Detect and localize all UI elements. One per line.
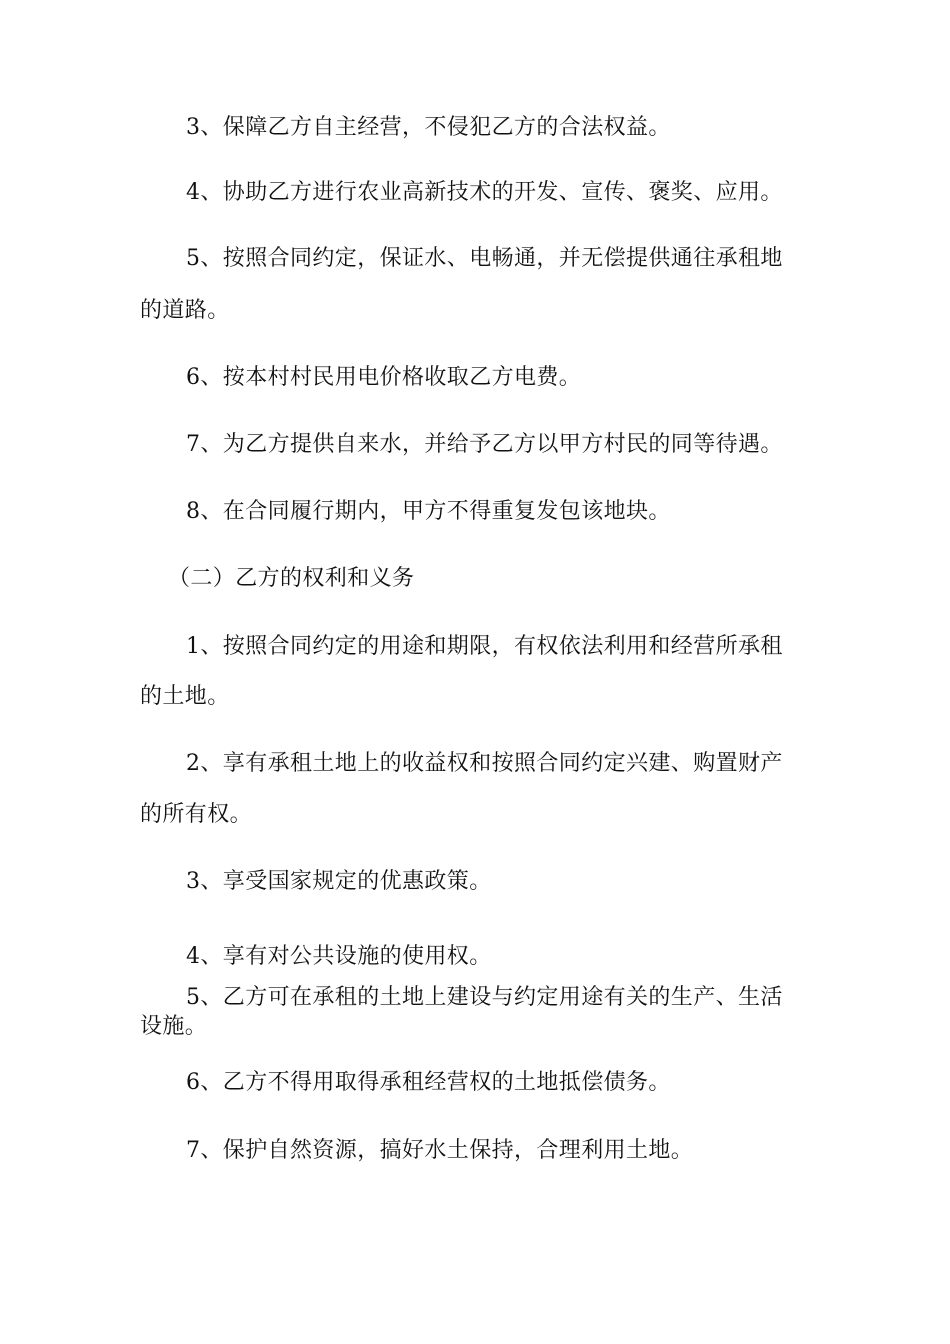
- party-b-right-4: 4、享有对公共设施的使用权。: [186, 944, 492, 969]
- party-b-right-1: 1、按照合同约定的用途和期限，有权依法利用和经营所承租: [186, 634, 783, 659]
- party-b-right-3: 3、享受国家规定的优惠政策。: [186, 869, 492, 894]
- party-a-duty-4: 4、协助乙方进行农业高新技术的开发、宣传、褒奖、应用。: [186, 180, 783, 205]
- party-b-right-2-cont: 的所有权。: [140, 802, 253, 827]
- party-b-right-5: 5、乙方可在承租的土地上建设与约定用途有关的生产、生活: [186, 985, 783, 1010]
- party-b-right-5-cont: 设施。: [140, 1014, 208, 1039]
- party-a-duty-3: 3、保障乙方自主经营，不侵犯乙方的合法权益。: [186, 115, 671, 140]
- party-b-right-7: 7、保护自然资源，搞好水土保持，合理利用土地。: [186, 1138, 694, 1163]
- section-heading-party-b: （二）乙方的权利和义务: [168, 566, 415, 591]
- party-b-right-1-cont: 的土地。: [140, 684, 230, 709]
- party-a-duty-8: 8、在合同履行期内，甲方不得重复发包该地块。: [186, 499, 671, 524]
- party-b-right-2: 2、享有承租土地上的收益权和按照合同约定兴建、购置财产: [186, 751, 783, 776]
- party-a-duty-7: 7、为乙方提供自来水，并给予乙方以甲方村民的同等待遇。: [186, 432, 783, 457]
- party-a-duty-5-cont: 的道路。: [140, 298, 230, 323]
- party-a-duty-6: 6、按本村村民用电价格收取乙方电费。: [186, 365, 582, 390]
- party-a-duty-5: 5、按照合同约定，保证水、电畅通，并无偿提供通往承租地: [186, 246, 783, 271]
- party-b-right-6: 6、乙方不得用取得承租经营权的土地抵偿债务。: [186, 1070, 671, 1095]
